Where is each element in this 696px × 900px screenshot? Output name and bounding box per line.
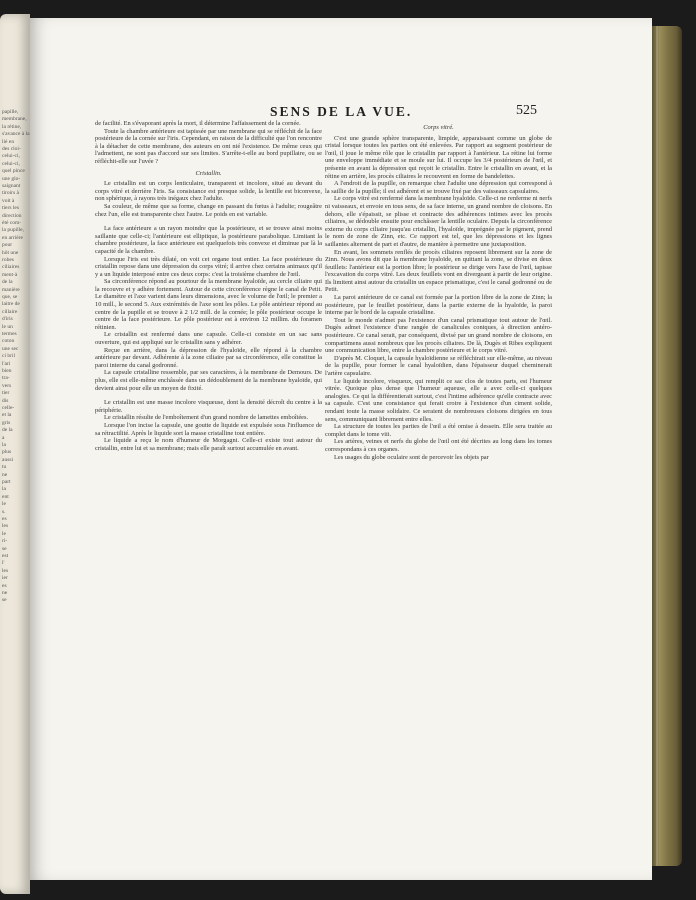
facing-page-text-fragment: les (2, 567, 9, 574)
facing-page-text-fragment: une sec (2, 345, 19, 352)
facing-page-text-fragment: ne (2, 590, 8, 596)
facing-page-text-fragment: la (2, 442, 6, 448)
facing-page-text-fragment: dis (2, 397, 9, 404)
facing-page-text-fragment: de la (2, 427, 13, 434)
facing-page-text-fragment: bien (2, 368, 12, 374)
facing-page-text-fragment: tier (2, 390, 10, 397)
paragraph: Le cristallin est une masse incolore visqueuse, dont la densité décroît du centre à la périphérie. (95, 399, 322, 414)
facing-page-text-fragment: pour (2, 242, 13, 249)
paragraph: Sa couleur, de même que sa forme, change en passant du fœtus à l'adulte; rougeâtre chez l'un, elle est transparente chez l'autre. Le poids en est variable. (95, 202, 322, 218)
paragraph: La paroi antérieure de ce canal est formée par la portion libre de la zone de Zinn; la postérieure, par le feuillet postérieur, dans la partie externe de la hyaloïde, la paroi interne par le bord de la capsule cristalline. (325, 294, 552, 317)
paragraph: En avant, les sommets renflés de procès ciliaires reposent librement sur la zone de Zinn. Nous avons dit que la membrane hyaloïde, en quittant la zone, se divise en deux feuillets: l'antérieur est la portion libre; le postérieur se dirige vers l'axe de l'œil, tapisse l'excavation du corps vitré. Les deux feuillets vont en divergeant à partir de leur origine. Ils limitent ainsi autour du cristallin un espace prismatique, c'est le canal godronné ou de Petit. (325, 248, 552, 294)
facing-page-text-fragment: papille, (2, 109, 19, 115)
facing-page-text-fragment: ciliaires (2, 264, 20, 271)
facing-page-text-fragment: la pupille, (2, 227, 24, 234)
facing-page-text-fragment: la rétine, (2, 123, 22, 130)
paragraph: C'est une grande sphère transparente, limpide, apparaissant comme un globe de cristal lorsque toutes les parties ont été enlevées. Par rapport au segment postérieur de l'œil, il joue le même rôle que le cristallin par rapport à l'antérieur. La rétine lui forme une enveloppe immédiate et se moule sur lui. Il occupe les 3/4 postérieurs de l'œil, et présente en avant la dépression qui reçoit le cristallin. Entre le cristallin en avant, et la rétine en arrière, les procès ciliaires le recouvrent en forme de bandelettes. (325, 134, 552, 180)
paragraph: Les usages du globe oculaire sont de percevoir les objets par (334, 453, 489, 461)
facing-page-text-fragment: une glo- (2, 175, 21, 182)
facing-page-text-fragment: été com- (2, 220, 22, 226)
facing-page-text-fragment: se (2, 597, 7, 604)
facing-page-text-fragment: termes (2, 331, 17, 337)
facing-page-text-fragment: aussi (2, 456, 13, 463)
paragraph: La structure de toutes les parties de l'œil a été omise à dessein. Elle sera traitée au complet dans le tome viii. (325, 423, 552, 438)
facing-page-text-fragment: tu (2, 464, 7, 471)
facing-page-text-fragment: laitre de (2, 301, 20, 308)
paragraph: Tout le monde n'admet pas l'existence d'un canal prismatique tout autour de l'œil. Dugès admet l'existence d'une rangée de canalicules coniques, à direction antéro-postérieure. Ce canal serait, par conséquent, divisé par un grand nombre de cloisons, en compartimens aussi nombreux que les procès ciliaires. De là, Dugès et Ribes expliquent une communication libre, entre la chambre postérieure et le corps vitré. (325, 316, 552, 355)
facing-page-text-fragment: et la (2, 412, 12, 419)
facing-page-text-fragment: part (2, 479, 11, 485)
facing-page-text-fragment: celui-ci, (2, 160, 20, 167)
paragraph: Le liquide a reçu le nom d'humeur de Morgagni. Celle-ci existe tout autour du cristallin, entre lui et sa membrane; mais elle paraît surtout accumulée en avant. (95, 437, 322, 452)
paragraph: Lorsque l'on incise la capsule, une goutte de liquide est expulsée sous l'influence de sa rétractilité. Après le liquide sort la masse cristalline tout entière. (95, 421, 322, 437)
facing-page-text-fragment: le (2, 501, 6, 508)
facing-page-text-fragment: a (2, 434, 5, 441)
paragraph: Le cristallin résulte de l'emboîtement d'un grand nombre de lamettes emboîtées. (104, 414, 309, 422)
facing-page-text-fragment: cillaire (2, 308, 18, 315)
paragraph: Le corps vitré est renfermé dans la membrane hyaloïde. Celle-ci ne renferme ni nerfs ni vaisseaux, et envoie en tous sens, de sa face interne, un grand nombre de cloisons. En dehors, elle s'épaissit, se plisse et contracte des adhérences intimes avec les procès ciliaires, se dédouble ensuite pour enchâsser la lentille oculaire. Depuis la circonférence externe du corps ciliaire jusqu'au cristallin, l'hyaloïde, imprégnée par le pigment, prend le nom de zone de Zinn, etc. Ce rapport est tel, que les dépressions et les lignes saillantes alternent de part et d'autre, de manière à permettre une juxtaposition. (325, 195, 552, 248)
facing-page-text-fragment: se (2, 545, 7, 552)
facing-page-text-fragment: hôt une (2, 249, 19, 256)
facing-page-text-fragment: lié en (2, 138, 15, 145)
facing-page-text-fragment: le (2, 530, 6, 537)
running-header-title: SENS DE LA VUE. (270, 104, 413, 119)
paragraph: Lorsque l'iris est très dilaté, on voit cet organe tout entier. La face postérieure du cristallin repose dans une dépression du corps vitré; il arrive chez certains animaux qu'il y a un liquide interposé entre ces deux corps: c'est la troisième chambre de l'œil. (95, 255, 322, 278)
facing-page-text-fragment: ne (2, 471, 8, 478)
facing-page-text-fragment: quel pince (2, 168, 25, 175)
facing-page-text-fragment: coton (2, 338, 15, 345)
facing-page-text-fragment: en arrière (2, 234, 23, 241)
facing-page-text-fragment: es (2, 582, 7, 589)
paragraph: La capsule cristalline ressemble, par ses caractères, à la membrane de Demours. De plus, elle est elle-même enchâssée dans un dédoublement de la membrane hyaloïde, qui devient ainsi pour elle un moyen de fixité. (95, 369, 322, 392)
paragraph: La face antérieure a un rayon moindre que la postérieure, et se trouve ainsi moins saillante que celle-ci; l'antérieure est elliptique, la postérieure parabolique. Limitant la chambre postérieure, la face antérieure est quelquefois très convexe et diminue par là la capacité de la chambre. (95, 225, 322, 255)
paragraph: Le cristallin est un corps lenticulaire, transparent et incolore, situé au devant du corps vitré et derrière l'iris. Sa consistance est presque solide, la lentille est biconvexe, non sphérique, à rayons très inégaux chez l'adulte. (95, 180, 322, 203)
facing-page-text-fragment: tiroirs à (2, 190, 19, 197)
paragraph: Le liquide incolore, visqueux, qui remplit ce sac clos de toutes parts, est l'humeur vitrée. Quoique plus dense que l'humeur aqueuse, elle a avec celle-ci quelques analogies. Ce qui la différentierait surtout, c'est l'intime adhérence qu'elle contracte avec sa capsule. C'est une consistance qui ferait croire à l'existence d'un ciment solide, rendant toute la masse solidaire. Ce seraient de nombreuses cloisons dirigées en tous sens, communiquant librement entre elles. (325, 377, 552, 423)
facing-page-text-fragment: celle- (2, 405, 15, 411)
facing-page-text-fragment: direction (2, 212, 22, 219)
facing-page-text-fragment: saignant (2, 183, 21, 189)
facing-page-text-fragment: ier (2, 575, 8, 582)
facing-page-text-fragment: plus (2, 449, 12, 456)
facing-page-text-fragment: les (2, 523, 9, 530)
facing-page-text-fragment: es (2, 516, 7, 522)
section-heading: Cristallin. (195, 169, 222, 177)
paragraph: D'après M. Cloquet, la capsule hyaloïdienne se réfléchirait sur elle-même, au niveau de la pupille, pour former le canal hyaloïdien, dans l'épaisseur duquel cheminerait l'artère capsulaire. (325, 354, 552, 377)
facing-page-text-fragment: ment-à (2, 271, 18, 278)
facing-page-text-fragment: l' (2, 560, 5, 567)
page-number: 525 (516, 103, 537, 118)
section-heading: Corps vitré. (423, 124, 454, 131)
facing-page-text-fragment: gris (2, 419, 11, 426)
facing-page-edge (0, 14, 30, 894)
facing-page-text-fragment: voit à (2, 197, 15, 204)
paragraph: Le cristallin est renfermé dans une capsule. Celle-ci consiste en un sac sans ouverture, qui est appliqué sur le cristallin sans y adhérer. (95, 331, 322, 347)
facing-page-text-fragment: tra- (2, 375, 10, 382)
facing-page-text-fragment: que, se (2, 294, 18, 300)
facing-page-text-fragment: d'iris (2, 316, 13, 323)
facing-page-text-fragment: ent (2, 493, 9, 500)
paragraph: Toute la chambre antérieure est tapissée par une membrane qui se réfléchit de la face postérieure de la cornée sur l'iris. Cependant, en raison de la difficulté que l'on rencontre à la détacher de cette membrane, des auteurs en ont nié l'existence. De même ceux qui l'admettent, ne sont pas d'accord sur ses limites. S'arrête-t-elle au bord pupillaire, ou se réfléchit-elle sur l'uvée ? (95, 127, 322, 165)
paragraph: A l'endroit de la pupille, on remarque chez l'adulte une dépression qui correspond à la saillie de la pupille; il est adhérent et se trouve fixé par des vaisseaux capsulaires. (325, 180, 552, 195)
facing-page-text-fragment: vers (2, 382, 12, 389)
facing-page-text-fragment: tiers les (2, 205, 19, 212)
facing-page-text-fragment: s. (2, 508, 6, 515)
facing-page-text-fragment: la (2, 486, 6, 493)
facing-page-text-fragment: ci bril (2, 353, 15, 360)
facing-page-text-fragment: robes (2, 257, 14, 263)
paragraph: de facilité. En s'évaporant après la mort, il détermine l'affaissement de la cornée. (95, 120, 301, 127)
facing-page-text-fragment: s'avance à la (2, 131, 30, 138)
facing-page-text-fragment: est (2, 553, 9, 559)
facing-page-text-fragment: des cloi- (2, 146, 21, 152)
facing-page-text-fragment: le un (2, 323, 13, 330)
paragraph: Sa circonférence répond au pourtour de la membrane hyaloïde, au cercle ciliaire qui la recouvre et y adhère fortement. Autour de cette circonférence règne le canal de Petit. Le diamètre et l'axe varient dans leurs dimensions, avec le volume de l'œil; le premier a 10 mill., le second 5. Aux extrémités de l'axe sont les pôles. Le pôle antérieur répond au centre de la pupille et se trouve à 2 1/2 mill. de la cornée; le pôle postérieur occupe le centre de la face postérieure. Le pôle postérieur est à environ 12 millim. du foramen rétinien. (95, 278, 322, 331)
paragraph: Reçue en arrière, dans la dépression de l'hyaloïde, elle répond à la chambre antérieure par devant. Adhérente à la zone ciliaire par sa circonférence, elle constitue la paroi interne du canal godronné. (95, 346, 322, 369)
facing-page-text-fragment: l'ari (2, 360, 11, 367)
facing-page-text-fragment: membrane, (2, 116, 27, 123)
facing-page-text-fragment: de la (2, 279, 13, 286)
book-spine (652, 26, 682, 866)
facing-page-text-fragment: manière (2, 286, 20, 293)
right-text-column (325, 120, 552, 760)
facing-page-text-fragment: ri- (2, 538, 8, 545)
left-text-column (95, 120, 322, 760)
facing-page-text-fragment: celui-ci, (2, 153, 20, 160)
paragraph: Les artères, veines et nerfs du globe de l'œil ont été décrites au long dans les tomes correspondans à ces organes. (325, 438, 552, 453)
